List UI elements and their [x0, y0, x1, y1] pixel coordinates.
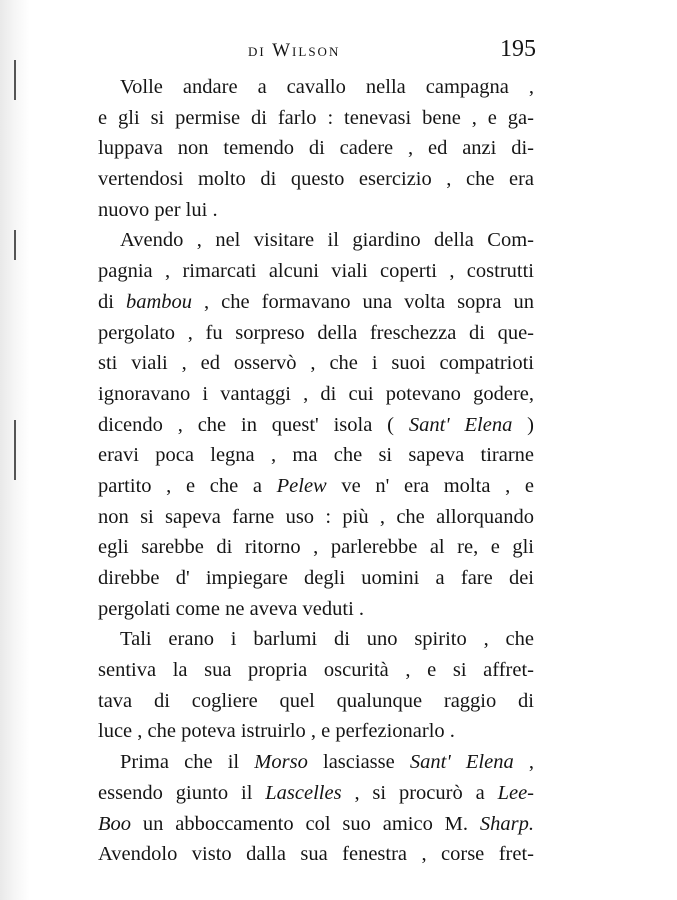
text-line — [98, 256, 534, 287]
text-span: essendo giunto il — [98, 781, 266, 804]
spine-mark — [14, 420, 16, 480]
text-span: Tali erano i barlumi di uno spirito , che — [120, 628, 534, 651]
text-line — [98, 839, 534, 870]
text-span: nuovo per lui . — [98, 198, 218, 221]
text-line — [98, 348, 534, 379]
text-span: eravi poca legna , ma che si sapeva tirarne — [98, 444, 534, 467]
text-line — [98, 716, 534, 747]
text-span: sentiva la sua propria oscurità , e si affret- — [98, 659, 534, 682]
text-span: , — [513, 751, 534, 774]
text-span: non si sapeva farne uso : più , che allorquando — [98, 505, 534, 528]
italic-text: Lascelles — [265, 781, 342, 804]
text-span: ve n' era molta , e — [326, 474, 534, 497]
text-span: Avendolo visto dalla sua fenestra , corse fret- — [98, 843, 534, 866]
text-line — [98, 225, 534, 256]
text-line — [98, 318, 534, 349]
text-span: pagnia , rimarcati alcuni viali coperti , costrutti — [98, 260, 534, 283]
text-line — [98, 532, 534, 563]
page-spine-shadow — [0, 0, 30, 900]
text-line — [98, 563, 534, 594]
text-line — [98, 624, 534, 655]
italic-text: bambou — [125, 290, 193, 313]
text-line — [98, 655, 534, 686]
italic-text: Lee- — [497, 781, 534, 804]
spine-mark — [14, 230, 16, 260]
text-span: pergolati come ne aveva veduti . — [98, 597, 365, 620]
text-line — [98, 502, 534, 533]
text-span: partito , e che a — [98, 474, 277, 497]
text-span: di — [98, 290, 126, 313]
text-span: dicendo , che in quest' isola ( — [98, 413, 409, 436]
text-span: Avendo , nel visitare il giardino della Com- — [120, 229, 534, 252]
text-line — [98, 195, 534, 226]
text-span: , che formavano una volta sopra un — [192, 290, 534, 313]
italic-text: Sant' Elena — [409, 751, 514, 774]
running-head: di Wilson — [248, 40, 341, 61]
text-line — [98, 809, 534, 840]
text-span: un abboccamento col suo amico M. — [131, 812, 480, 835]
text-span: Prima che il — [120, 751, 255, 774]
text-span: lasciasse — [307, 751, 410, 774]
text-span: luppava non temendo di cadere , ed anzi di- — [98, 137, 534, 160]
italic-text: Sharp. — [479, 812, 534, 835]
text-line — [98, 410, 534, 441]
text-line — [98, 440, 534, 471]
text-line — [98, 778, 534, 809]
italic-text: Sant' Elena — [408, 413, 513, 436]
text-line — [98, 747, 534, 778]
text-span: vertendosi molto di questo esercizio , che era — [98, 168, 534, 191]
text-line — [98, 164, 534, 195]
text-span: e gli si permise di farlo : tenevasi bene , e ga- — [98, 106, 534, 129]
text-line — [98, 287, 534, 318]
body-text — [98, 72, 534, 870]
text-span: ) — [512, 413, 534, 436]
text-span: pergolato , fu sorpreso della freschezza di que- — [98, 321, 534, 344]
spine-mark — [14, 60, 16, 100]
italic-text: Boo — [98, 812, 132, 835]
text-span: sti viali , ed osservò , che i suoi compatrioti — [98, 352, 534, 375]
text-line — [98, 471, 534, 502]
text-span: tava di cogliere quel qualunque raggio di — [98, 689, 534, 712]
text-line — [98, 72, 534, 103]
text-line — [98, 103, 534, 134]
page-number: 195 — [500, 36, 536, 62]
text-span: , si procurò a — [341, 781, 498, 804]
italic-text: Pelew — [276, 474, 327, 497]
text-span: direbbe d' impiegare degli uomini a fare dei — [98, 567, 534, 589]
text-line — [98, 379, 534, 410]
text-line — [98, 686, 534, 717]
text-span: Volle andare a cavallo nella campagna , — [120, 76, 534, 98]
page-header — [100, 36, 540, 66]
text-line — [98, 133, 534, 164]
text-span: luce , che poteva istruirlo , e perfezionarlo . — [98, 720, 455, 743]
text-line — [98, 594, 534, 625]
italic-text: Morso — [254, 751, 308, 774]
text-span: egli sarebbe di ritorno , parlerebbe al re, e gli — [98, 536, 534, 559]
text-span: ignoravano i vantaggi , di cui potevano godere, — [98, 382, 534, 405]
